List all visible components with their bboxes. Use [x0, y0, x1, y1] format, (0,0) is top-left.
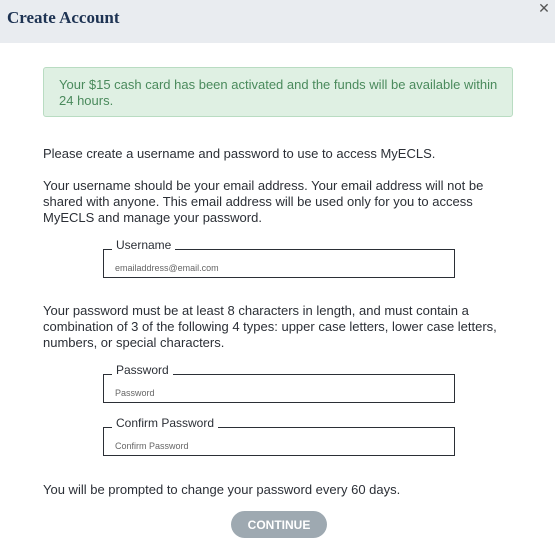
username-label: Username	[112, 238, 175, 252]
username-input[interactable]	[104, 250, 454, 277]
dialog-header	[0, 0, 555, 43]
confirm-password-field	[103, 416, 455, 456]
password-change-notice: You will be prompted to change your password every 60 days.	[43, 482, 401, 497]
continue-button[interactable]: CONTINUE	[231, 511, 327, 538]
confirm-password-input[interactable]	[104, 428, 454, 455]
password-info-text: Your password must be at least 8 characters in length, and must contain a combination of 3 of the following 4 types: upper case letters, lower case letters, numbers, or special characters.	[43, 303, 497, 350]
dialog-title: Create Account	[7, 8, 120, 27]
intro-text: Please create a username and password to use to access MyECLS.	[43, 146, 436, 161]
password-input[interactable]	[104, 375, 454, 402]
password-label: Password	[112, 363, 173, 377]
username-field	[103, 238, 455, 278]
alert-text: Your $15 cash card has been activated and the funds will be available within 24 hours.	[59, 77, 498, 108]
password-field	[103, 363, 455, 403]
username-info-text: Your username should be your email address. Your email address will not be shared with anyone. This email address will be used only for you to access MyECLS and manage your password.	[43, 178, 484, 225]
success-alert	[43, 67, 513, 117]
close-icon[interactable]: ✕	[538, 0, 550, 16]
confirm-password-label: Confirm Password	[112, 416, 218, 430]
